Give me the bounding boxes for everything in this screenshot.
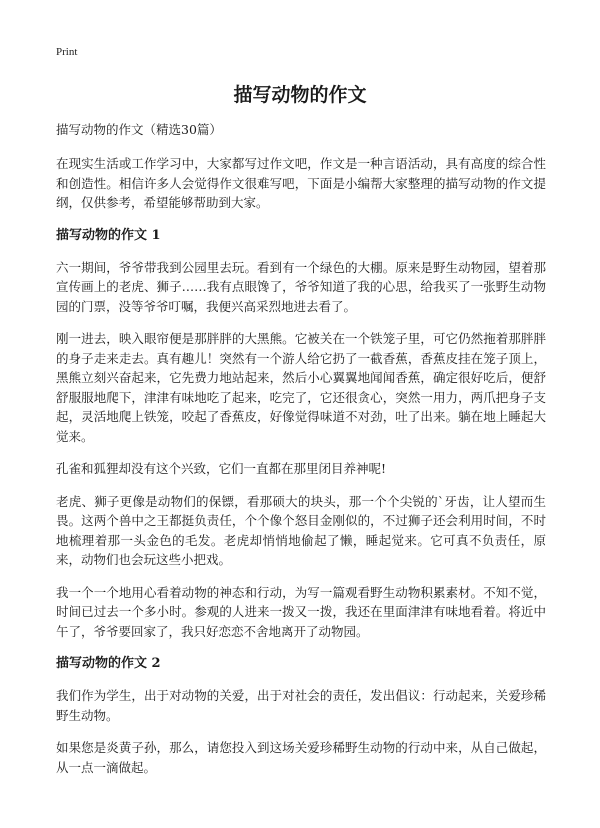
- paragraph: 孔雀和狐狸却没有这个兴致，它们一直都在那里闭目养神呢!: [56, 461, 387, 476]
- article-subtitle: 描写动物的作文（精选30篇）: [56, 122, 222, 137]
- paragraph: 我一个一个地用心看着动物的神态和行动，为写一篇观看野生动物积累素材。不知不觉，时间已过去一个多小时。参观的人进来一拨又一拨，我还在里面津津有味地看着。将近中午了，爷爷要回家了，我只好恋恋不舍地离开了动物园。: [56, 584, 546, 639]
- print-link[interactable]: Print: [56, 46, 78, 58]
- paragraph: 老虎、狮子更像是动物们的保镖，看那硕大的块头，那一个个尖锐的`牙齿，让人望而生畏。这两个兽中之王都挺负责任，个个像个怒目金刚似的，不过狮子还会利用时间，不时地梳理着那一头金色的毛发。老虎却悄悄地偷起了懒，睡起觉来。它可真不负责任，原来，动物们也会玩这些小把戏。: [56, 493, 546, 567]
- paragraph: 如果您是炎黄子孙，那么，请您投入到这场关爱珍稀野生动物的行动中来，从自己做起，从一点一滴做起。: [56, 740, 546, 775]
- section-heading-1: 描写动物的作文 1: [56, 227, 161, 243]
- section-heading-2: 描写动物的作文 2: [56, 656, 161, 671]
- paragraph: 六一期间，爷爷带我到公园里去玩。看到有一个绿色的大棚。原来是野生动物园，望着那宣传画上的老虎、狮子……我有点眼馋了，爷爷知道了我的心思，给我买了一张野生动物园的门票，没等爷爷叮嘱，我便兴高采烈地进去看了。: [56, 259, 546, 314]
- paragraph: 我们作为学生，出于对动物的关爱，出于对社会的责任，发出倡议：行动起来，关爱珍稀野生动物。: [56, 688, 546, 723]
- paragraph: 刚一进去，映入眼帘便是那胖胖的大黑熊。它被关在一个铁笼子里，可它仍然拖着那胖胖的身子走来走去。真有趣儿！突然有一个游人给它扔了一截香蕉，香蕉皮挂在笼子顶上，黑熊立刻兴奋起来，它先费力地站起来，然后小心翼翼地闻闻香蕉，确定很好吃后，便舒舒服服地爬下，津津有味地吃了起来，吃完了，它还很贪心，突然一用力，两爪把身子支起，灵活地爬上铁笼，咬起了香蕉皮，好像觉得味道不对劲，吐了出来。躺在地上睡起大觉来。: [56, 331, 546, 444]
- article-body: [56, 120, 546, 790]
- intro-paragraph: 在现实生活或工作学习中，大家都写过作文吧，作文是一种言语活动，具有高度的综合性和创造性。相信许多人会觉得作文很难写吧，下面是小编帮大家整理的描写动物的作文提纲，仅供参考，希望能够帮助到大家。: [56, 156, 546, 210]
- page-title: 描写动物的作文: [233, 84, 367, 106]
